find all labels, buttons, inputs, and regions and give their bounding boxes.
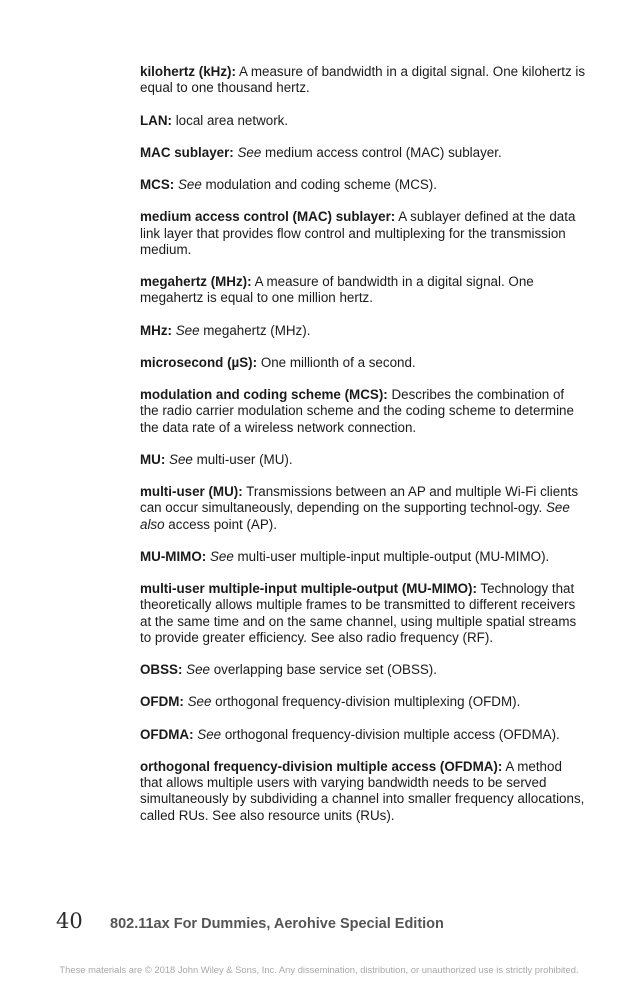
glossary-term: MU-MIMO: (140, 548, 207, 564)
glossary-entry (140, 274, 586, 306)
glossary-entry (140, 727, 586, 743)
cross-reference-label: See (237, 144, 262, 160)
glossary-definition: Describes the combination of the radio carrier modulation scheme and the coding scheme to determine the data rate of a wireless network connection. (140, 387, 574, 435)
glossary-term: orthogonal frequency-division multiple access (OFDMA): (140, 758, 503, 774)
glossary-definition: modulation and coding scheme (MCS). (201, 177, 437, 193)
glossary-term: microsecond (µS): (140, 354, 258, 370)
cross-reference-label: See (187, 694, 212, 710)
glossary-definition: multi-user (MU). (192, 451, 293, 467)
glossary-definition: megahertz (MHz). (199, 322, 311, 338)
copyright-notice: These materials are © 2018 John Wiley & Sons, Inc. Any dissemination, distribution, or unauthorized use is strictly prohibited. (59, 964, 579, 975)
book-title: 802.11ax For Dummies, Aerohive Special Edition (110, 916, 444, 932)
glossary-list (140, 64, 586, 840)
page-footer (56, 909, 444, 933)
page-number: 40 (56, 909, 83, 933)
glossary-entry (140, 145, 586, 161)
glossary-definition: Technology that theoretically allows multiple frames to be transmitted to different receivers at the same time and on the same channel, using multiple spatial streams to provide greater efficiency. See also radio frequency (RF). (140, 581, 577, 645)
glossary-term: kilohertz (kHz): (140, 64, 236, 79)
glossary-entry (140, 209, 586, 258)
cross-reference-label: See also (140, 500, 570, 532)
cross-reference-label: See (186, 662, 210, 678)
cross-reference-label: See (175, 322, 200, 338)
glossary-entry (140, 452, 586, 468)
glossary-entry (140, 355, 586, 371)
glossary-term: MHz: (140, 322, 172, 338)
glossary-term: OBSS: (140, 662, 183, 678)
glossary-term: modulation and coding scheme (MCS): (140, 387, 388, 403)
glossary-definition: A method that allows multiple users with varying bandwidth needs to be served simultaneously by subdividing a channel into smaller frequency allocations, called RUs. See also resource units (RUs). (140, 758, 585, 823)
glossary-definition: One millionth of a second. (257, 354, 416, 370)
glossary-entry (140, 759, 586, 824)
glossary-entry (140, 549, 586, 565)
glossary-entry (140, 387, 586, 436)
glossary-entry (140, 323, 586, 339)
glossary-definition: multi-user multiple-input multiple-output (MU-MIMO). (233, 548, 550, 564)
glossary-term: OFDMA: (140, 726, 194, 742)
glossary-definition: medium access control (MAC) sublayer. (261, 144, 502, 160)
glossary-entry (140, 581, 586, 646)
glossary-term: LAN: (140, 112, 172, 128)
glossary-definition: A measure of bandwidth in a digital signal. One kilohertz is equal to one thousand hertz. (140, 64, 586, 96)
glossary-term: medium access control (MAC) sublayer: (140, 209, 396, 225)
glossary-term: MU: (140, 451, 166, 467)
cross-reference-label: See (209, 548, 234, 564)
glossary-term: multi-user multiple-input multiple-output (MU-MIMO): (140, 581, 477, 597)
glossary-definition: A sublayer defined at the data link layer that provides flow control and multiplexing for the transmission medium. (140, 209, 576, 257)
glossary-term: MAC sublayer: (140, 144, 234, 160)
glossary-term: MCS: (140, 177, 175, 193)
glossary-term: megahertz (MHz): (140, 274, 252, 290)
glossary-entry (140, 694, 586, 710)
glossary-definition: orthogonal frequency-division multiplexing (OFDM). (211, 694, 521, 710)
glossary-definition: orthogonal frequency-division multiple access (OFDMA). (221, 726, 560, 742)
glossary-definition: Transmissions between an AP and multiple Wi-Fi clients can occur simultaneously, depending on the supporting technol-ogy. (140, 484, 579, 516)
glossary-entry (140, 662, 586, 678)
glossary-term: multi-user (MU): (140, 484, 243, 500)
glossary-definition: local area network. (171, 112, 289, 128)
glossary-entry (140, 177, 586, 193)
cross-reference-label: See (169, 451, 193, 467)
glossary-term: OFDM: (140, 694, 184, 710)
glossary-entry (140, 484, 586, 533)
glossary-entry (140, 64, 586, 96)
cross-reference-label: See (177, 177, 202, 193)
glossary-definition: access point (AP). (164, 516, 277, 532)
cross-reference-label: See (197, 726, 222, 742)
glossary-entry (140, 113, 586, 129)
glossary-definition: overlapping base service set (OBSS). (209, 662, 437, 678)
glossary-definition: A measure of bandwidth in a digital signal. One megahertz is equal to one million hertz. (140, 274, 534, 306)
